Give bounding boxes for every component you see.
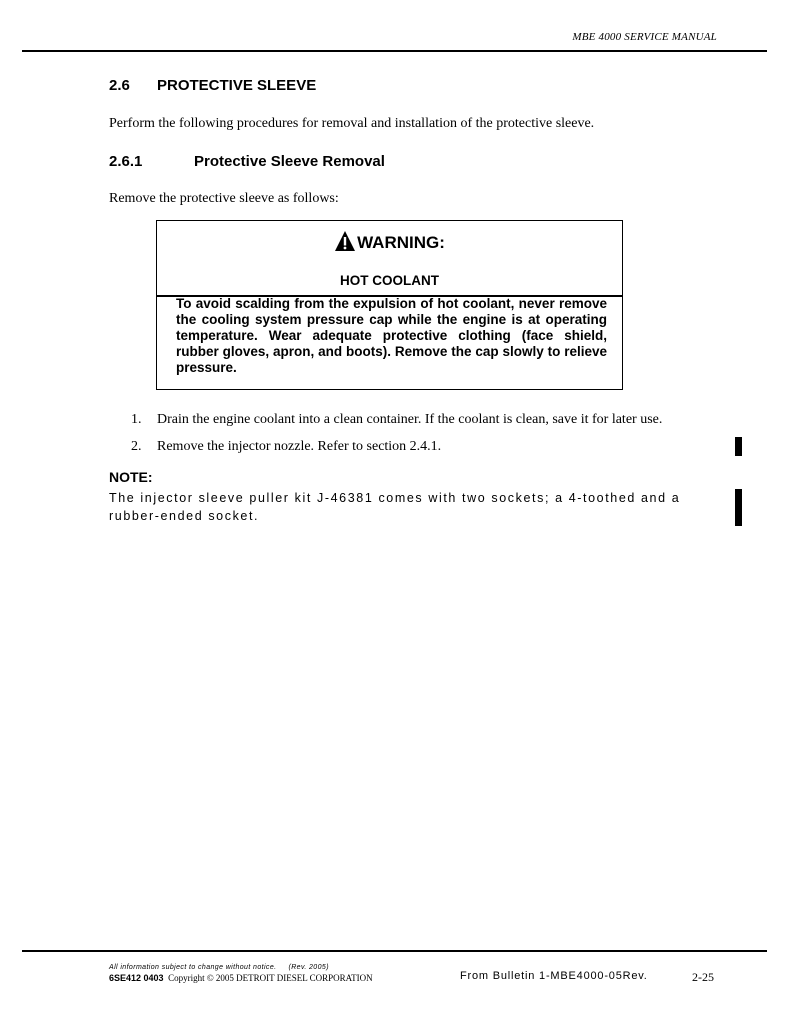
footer-copyright bbox=[109, 973, 373, 983]
step-item bbox=[131, 412, 662, 428]
intro-paragraph: Perform the following procedures for removal and installation of the protective sleeve. bbox=[109, 116, 595, 131]
removal-intro: Remove the protective sleeve as follows: bbox=[109, 191, 339, 206]
change-bar bbox=[735, 437, 742, 456]
footer-disclaimer bbox=[109, 964, 329, 971]
change-bar bbox=[735, 489, 742, 526]
note-body: The injector sleeve puller kit J-46381 comes with two sockets; a 4-toothed and a rubber-ended socket. bbox=[109, 491, 681, 523]
step-number: 1. bbox=[131, 412, 142, 427]
warning-subheading: HOT COOLANT bbox=[340, 273, 439, 288]
subsection-title: Protective Sleeve Removal bbox=[194, 153, 385, 170]
warning-label: WARNING: bbox=[357, 233, 445, 252]
subsection-heading bbox=[109, 153, 385, 170]
warning-box bbox=[156, 220, 623, 390]
step-item bbox=[131, 439, 441, 455]
footer-bulletin: From Bulletin 1-MBE4000-05Rev. bbox=[460, 970, 648, 982]
section-title: PROTECTIVE SLEEVE bbox=[157, 77, 317, 94]
footer-rule bbox=[22, 950, 767, 952]
revision-text: (Rev. 2005) bbox=[288, 964, 329, 971]
disclaimer-text: All information subject to change without notice. bbox=[109, 964, 277, 971]
document-code: 6SE412 0403 bbox=[109, 973, 164, 983]
step-text: Drain the engine coolant into a clean container. If the coolant is clean, save it for later use. bbox=[157, 412, 663, 427]
warning-body: To avoid scalding from the expulsion of hot coolant, never remove the cooling system pressure cap while the engine is at operating temperature. Wear adequate protective clothing (face shield, rubber gloves, apron, and boots). Remove the cap slowly to relieve pressure. bbox=[176, 296, 607, 375]
running-header: MBE 4000 SERVICE MANUAL bbox=[572, 31, 717, 43]
header-rule bbox=[22, 50, 767, 52]
warning-icon bbox=[334, 230, 356, 252]
subsection-number: 2.6.1 bbox=[109, 153, 143, 170]
note-label: NOTE: bbox=[109, 469, 153, 485]
warning-heading bbox=[157, 230, 622, 253]
section-number: 2.6 bbox=[109, 77, 130, 94]
section-heading bbox=[109, 77, 316, 94]
step-number: 2. bbox=[131, 439, 142, 454]
step-text: Remove the injector nozzle. Refer to section 2.4.1. bbox=[157, 439, 442, 454]
copyright-text: Copyright © 2005 DETROIT DIESEL CORPORATION bbox=[168, 973, 373, 983]
page-number: 2-25 bbox=[692, 970, 714, 984]
